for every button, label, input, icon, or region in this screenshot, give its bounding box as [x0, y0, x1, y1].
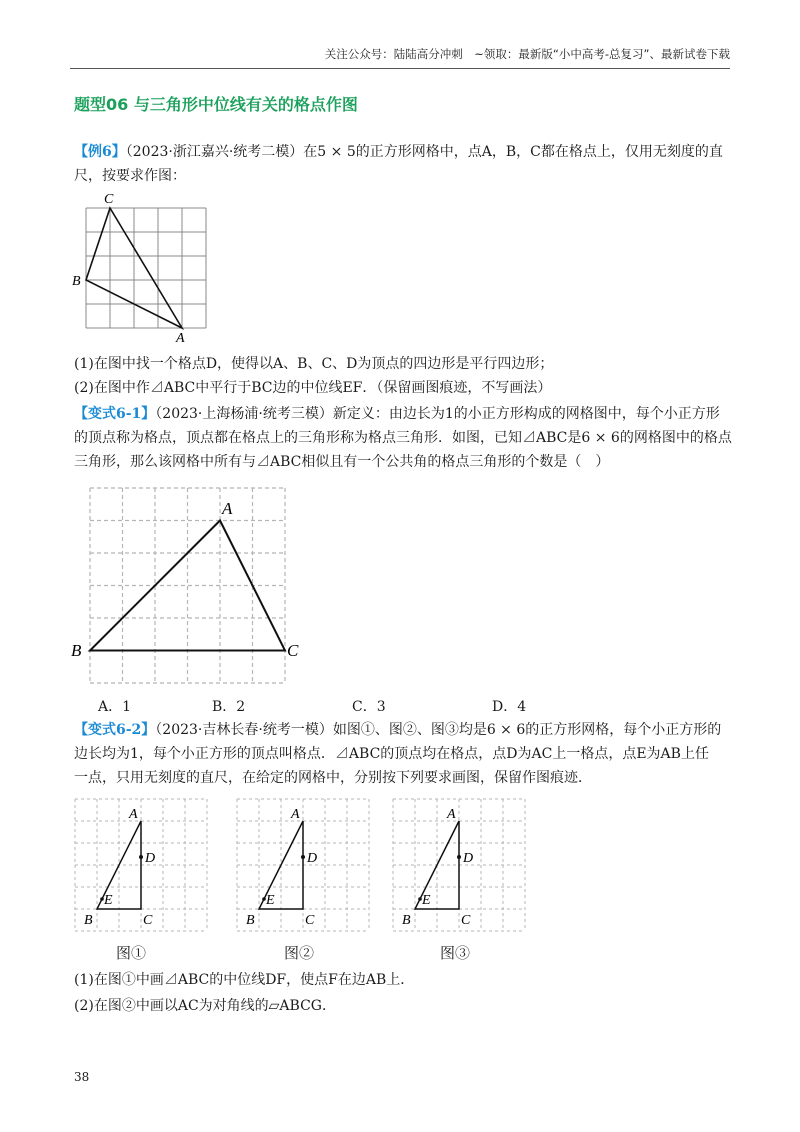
- example6-line1: 在5 × 5的正方形网格中，点A，B，C都在格点上，仅用无刻度的直: [303, 144, 723, 160]
- fig2-label-a: A: [291, 807, 300, 822]
- fig1-point-d: [139, 855, 143, 859]
- example6-grid-figure: [70, 186, 220, 346]
- variant62-line1: 如图①、图②、图③均是6 × 6的正方形网格，每个小正方形的: [332, 722, 722, 738]
- variant61-tag: 【变式6-1】: [74, 406, 156, 422]
- example6-label-a: A: [176, 331, 185, 346]
- figure-label-1: 图①: [116, 944, 147, 962]
- fig3-label-c: C: [461, 913, 471, 928]
- example6-label-c: C: [104, 192, 114, 207]
- fig2-label-d: D: [307, 851, 318, 866]
- variant61-label-b: B: [71, 641, 82, 660]
- option-b: B．2: [212, 699, 246, 715]
- fig3-point-d: [457, 855, 461, 859]
- variant62-question-1: (1)在图①中画⊿ABC的中位线DF，使点F在边AB上．: [74, 972, 415, 988]
- example6-question-1: (1)在图中找一个格点D，使得以A、B、C、D为顶点的四边形是平行四边形；: [74, 356, 554, 372]
- fig2-label-c: C: [305, 913, 315, 928]
- variant61-source: （2023·上海杨浦·统考三模）: [155, 406, 333, 422]
- fig1-label-c: C: [143, 913, 153, 928]
- variant62-source: （2023·吉林长春·统考一模）: [155, 722, 333, 738]
- variant61-label-c: C: [287, 641, 299, 660]
- page-header: 关注公众号：陆陆高分冲刺 ~领取：最新版“小中高考-总复习”、最新试卷下载: [324, 47, 730, 61]
- variant62-line3: 一点，只用无刻度的直尺，在给定的网格中，分别按下列要求画图，保留作图痕迹．: [74, 770, 592, 786]
- variant62-figure-3: [384, 796, 534, 934]
- fig1-label-d: D: [145, 851, 156, 866]
- section-title: 题型06 与三角形中位线有关的格点作图: [74, 95, 358, 114]
- page-number: 38: [74, 1070, 90, 1084]
- fig2-label-b: B: [246, 913, 255, 928]
- example6-tag: 【例6】: [74, 144, 126, 160]
- fig1-label-e: E: [104, 893, 113, 908]
- variant61-line2: 的顶点称为格点，顶点都在格点上的三角形称为格点三角形．如图，已知⊿ABC是6 × 6的网格图中的格点: [74, 430, 732, 446]
- variant62-figure-2: [228, 796, 378, 934]
- variant62-text: [74, 718, 734, 790]
- variant61-grid-figure: [68, 480, 308, 688]
- figure-label-3: 图③: [440, 944, 471, 962]
- example6-label-b: B: [72, 274, 81, 289]
- fig3-label-d: D: [463, 851, 474, 866]
- fig1-label-a: A: [129, 807, 138, 822]
- variant62-question-2: (2)在图②中画以AC为对角线的▱ABCG．: [74, 998, 336, 1014]
- option-c: C．3: [352, 699, 386, 715]
- fig3-label-e: E: [422, 893, 431, 908]
- variant61-line3: 三角形，那么该网格中所有与⊿ABC相似且有一个公共角的格点三角形的个数是（ ）: [74, 454, 610, 470]
- fig3-label-a: A: [447, 807, 456, 822]
- example6-line2: 尺，按要求作图：: [74, 168, 186, 184]
- variant61-label-a: A: [222, 499, 233, 518]
- option-a: A．1: [98, 699, 132, 715]
- variant62-line2: 边长均为1，每个小正方形的顶点叫格点．⊿ABC的顶点均在格点，点D为AC上一格点，点E为AB上任: [74, 746, 709, 762]
- variant61-line1: 新定义：由边长为1的小正方形构成的网格图中，每个小正方形: [332, 406, 720, 422]
- example6-intro: [74, 140, 734, 188]
- option-d: D．4: [492, 699, 527, 715]
- figure-label-2: 图②: [284, 944, 315, 962]
- header-divider: [70, 68, 730, 69]
- variant62-tag: 【变式6-2】: [74, 722, 156, 738]
- fig3-label-b: B: [402, 913, 411, 928]
- fig2-point-d: [301, 855, 305, 859]
- fig2-label-e: E: [266, 893, 275, 908]
- fig1-label-b: B: [84, 913, 93, 928]
- example6-question-2: (2)在图中作⊿ABC中平行于BC边的中位线EF．（保留画图痕迹，不写画法）: [74, 380, 552, 396]
- variant62-figure-1: [66, 796, 216, 934]
- variant61-text: [74, 402, 734, 474]
- example6-source: （2023·浙江嘉兴·统考二模）: [125, 144, 304, 160]
